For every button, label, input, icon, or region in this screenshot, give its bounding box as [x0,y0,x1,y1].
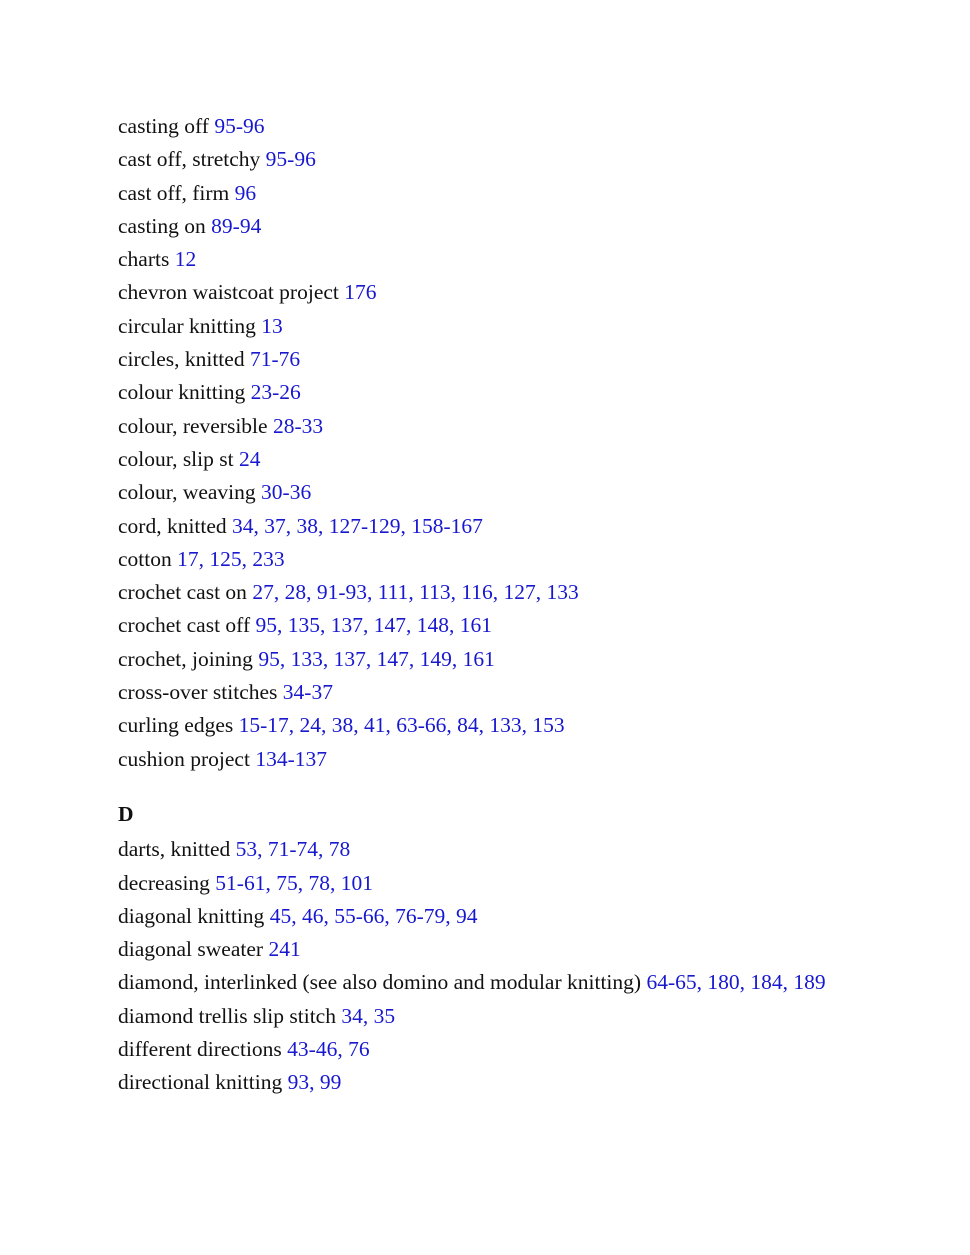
index-entry-pages[interactable]: 96 [234,180,257,205]
index-entry [118,210,878,243]
index-entry-term: crochet cast off [118,613,256,638]
index-section-letter: D [118,801,134,826]
index-entry-pages[interactable]: 34, 35 [341,1003,396,1028]
index-entry-term: curling edges [118,713,239,738]
index-entry-pages[interactable]: 15-17, 24, 38, 41, 63-66, 84, 133, 153 [238,713,565,738]
index-entry-term: colour, slip st [118,446,239,471]
index-entry-pages[interactable]: 13 [261,313,283,338]
index-entry-pages[interactable]: 95, 133, 137, 147, 149, 161 [258,646,495,671]
index-entry [118,143,878,176]
index-entry-pages[interactable]: 134-137 [255,746,327,771]
index-entry [118,1000,878,1033]
index-entry [118,276,878,309]
index-entry-term: crochet cast on [118,580,253,605]
index-entry-pages[interactable]: 241 [268,937,301,962]
index-entry-term: crochet, joining [118,646,259,671]
index-entry [118,867,878,900]
index-entry-pages[interactable]: 64-65, 180, 184, 189 [646,970,826,995]
index-entry-pages[interactable]: 17, 125, 233 [177,546,285,571]
index-entry-term: circular knitting [118,313,262,338]
index-entry-term: decreasing [118,870,216,895]
index-entry-term: colour, weaving [118,480,262,505]
index-entry [118,643,878,676]
index-entry-pages[interactable]: 51-61, 75, 78, 101 [215,870,373,895]
index-entry [118,110,878,143]
index-entry-pages[interactable]: 95-96 [214,114,265,138]
index-entry-pages[interactable]: 93, 99 [287,1070,342,1095]
index-entry-term: diamond, interlinked (see also domino and modular knitting) [118,970,647,995]
index-entry-pages[interactable]: 34-37 [282,680,333,705]
index-entry-term: circles, knitted [118,347,250,372]
index-entry [118,510,878,543]
index-entry [118,376,878,409]
index-entry [118,1033,878,1066]
index-entry [118,576,878,609]
index-entry-pages[interactable]: 34, 37, 38, 127-129, 158-167 [232,513,483,538]
index-entry-pages[interactable]: 30-36 [261,480,312,505]
index-entry [118,1066,878,1099]
index-entry [118,476,878,509]
index-entries-container [118,110,878,1100]
index-entry [118,310,878,343]
index-entry-term: cross-over stitches [118,680,283,705]
index-entry-pages[interactable]: 95, 135, 137, 147, 148, 161 [255,613,492,638]
index-entry-term: casting on [118,213,212,238]
index-entry [118,743,878,776]
index-entry [118,543,878,576]
index-entry-pages[interactable]: 23-26 [250,380,301,405]
index-entry-pages[interactable]: 95-96 [265,147,316,172]
index-entry-pages[interactable]: 24 [238,446,261,471]
index-entry [118,243,878,276]
index-entry-term: colour knitting [118,380,251,405]
index-entry-term: colour, reversible [118,413,273,438]
index-entry-term: darts, knitted [118,837,236,862]
index-entry [118,709,878,742]
index-entry-term: diagonal knitting [118,903,270,928]
index-entry-term: directional knitting [118,1070,288,1095]
index-entry [118,443,878,476]
index-entry-term: chevron waistcoat project [118,280,345,305]
index-entry-pages[interactable]: 12 [174,247,197,272]
index-entry-term: cotton [118,546,178,571]
index-entry [118,609,878,642]
index-entry-pages[interactable]: 28-33 [272,413,324,438]
index-entry [118,343,878,376]
index-entry-term: cast off, firm [118,180,235,205]
index-entry-term: cord, knitted [118,513,233,538]
index-entry-term: cushion project [118,746,256,771]
index-entry-pages[interactable]: 43-46, 76 [287,1037,370,1062]
index-entry [118,966,878,999]
index-entry-pages[interactable]: 45, 46, 55-66, 76-79, 94 [269,903,478,928]
index-entry-term: different directions [118,1037,288,1062]
index-entry-term: charts [118,247,175,272]
index-entry [118,177,878,210]
index-entry-term: diagonal sweater [118,937,269,962]
index-entry-pages[interactable]: 27, 28, 91-93, 111, 113, 116, 127, 133 [252,580,579,605]
index-entry [118,833,878,866]
index-entry-pages[interactable]: 53, 71-74, 78 [235,837,351,862]
index-entry-pages[interactable]: 176 [344,280,377,305]
index-entry-term: casting off [118,114,215,138]
index-entry-term: cast off, stretchy [118,147,266,172]
index-entry-pages[interactable]: 71-76 [249,347,301,372]
index-entry-term: diamond trellis slip stitch [118,1003,342,1028]
index-entry [118,900,878,933]
index-entry-pages[interactable]: 89-94 [211,213,262,238]
index-entry [118,676,878,709]
index-entry [118,933,878,966]
index-entry [118,410,878,443]
